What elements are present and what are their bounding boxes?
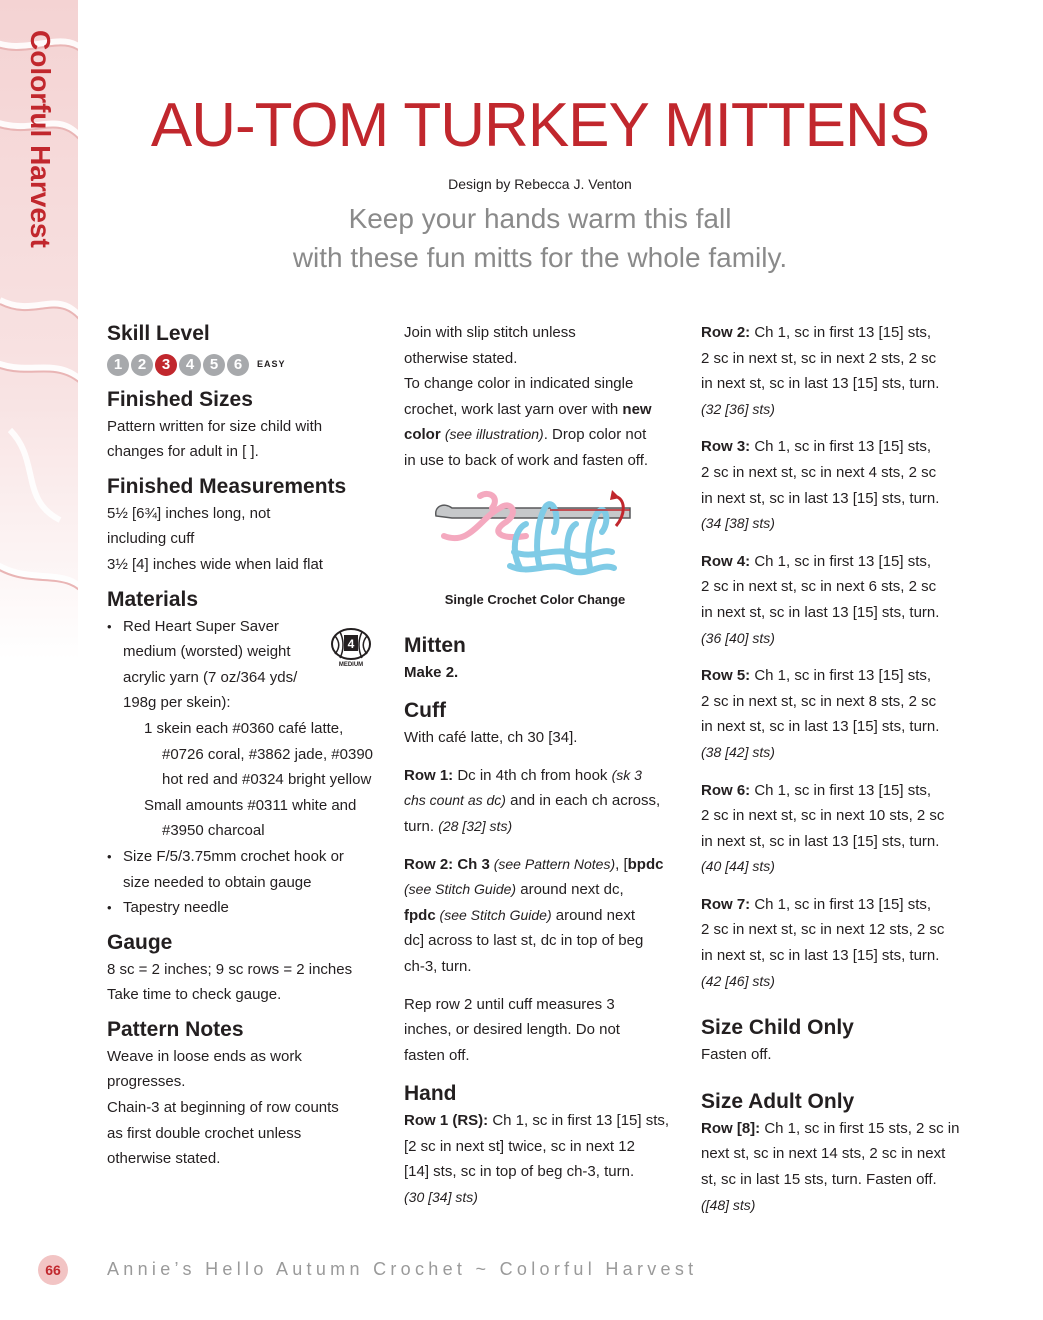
text-line: #3950 charcoal (162, 822, 265, 840)
subtitle-line: with these fun mitts for the whole family. (292, 242, 788, 273)
skill-dot: 5 (203, 354, 225, 376)
subtitle-line: Keep your hands warm this fall (348, 203, 732, 234)
text-line: Chain-3 at beginning of row counts (107, 1099, 339, 1117)
text-line: Take time to check gauge. (107, 986, 282, 1004)
skill-dot: 1 (107, 354, 129, 376)
cuff-row-2: Row 2: Ch 3 (see Pattern Notes), [bpdc (see Stitch Guide) around next dc, fpdc (see Stitch Guide) around next dc] across to last st, dc in top of beg ch-3, turn. (404, 855, 664, 975)
text-line: • Tapestry needle (123, 899, 229, 917)
text-line: 198g per skein): (123, 694, 231, 712)
text-line: hot red and #0324 bright yellow (162, 771, 372, 789)
repeat-instruction: Rep row 2 until cuff measures 3 inches, or desired length. Do not fasten off. (404, 995, 620, 1064)
hand-row-7: Row 7: Ch 1, sc in first 13 [15] sts, 2 sc in next st, sc in next 12 sts, 2 sc in next st, sc in last 13 [15] sts, turn. (42 [46] sts) (701, 895, 945, 989)
yarn-weight-number: 4 (347, 637, 355, 651)
skill-label: EASY (257, 359, 286, 369)
yarn-weight-icon (330, 628, 372, 668)
column-1 (107, 320, 377, 1172)
list-item (107, 895, 377, 921)
text-line: otherwise stated. (107, 1150, 221, 1168)
text-line: Pattern written for size child with (107, 417, 323, 435)
text-line: size needed to obtain gauge (123, 873, 312, 891)
page-footer (0, 1255, 1043, 1285)
designer-byline: Design by Rebecca J. Venton (448, 176, 632, 192)
text-line: as first double crochet unless (107, 1124, 302, 1142)
text-line: Join with slip stitch unless (404, 324, 576, 341)
text-line: 8 sc = 2 inches; 9 sc rows = 2 inches (107, 960, 353, 978)
hand-row-6: Row 6: Ch 1, sc in first 13 [15] sts, 2 sc in next st, sc in next 10 sts, 2 sc in next st, sc in last 13 [15] sts, turn. (40 [44] sts) (701, 781, 945, 875)
make-count: Make 2. (404, 663, 459, 681)
list-item (107, 844, 377, 895)
text-line: color (see illustration). Drop color not (404, 426, 647, 444)
hand-row-5: Row 5: Ch 1, sc in first 13 [15] sts, 2 sc in next st, sc in next 8 sts, 2 sc in next st, sc in last 13 [15] sts, turn. (38 [42] sts) (701, 667, 940, 760)
footer-text: Annie’s Hello Autumn Crochet ~ Colorful Harvest (107, 1259, 698, 1279)
text-line: progresses. (107, 1073, 186, 1091)
text-line: • Size F/5/3.75mm crochet hook or (123, 847, 344, 865)
text-line: 3½ [4] inches wide when laid flat (107, 555, 323, 573)
text-line: otherwise stated. (404, 349, 518, 367)
size-adult-heading: Size Adult Only (701, 1089, 855, 1113)
skill-level-indicator (107, 352, 377, 378)
page-subtitle (120, 199, 960, 277)
text-line: acrylic yarn (7 oz/364 yds/ (123, 668, 298, 686)
skill-dot: 4 (179, 354, 201, 376)
pattern-notes-heading: Pattern Notes (107, 1017, 244, 1041)
hand-row-2: Row 2: Ch 1, sc in first 13 [15] sts, 2 sc in next st, sc in next 2 sts, 2 sc in next st, sc in last 13 [15] sts, turn. (32 [36] sts) (701, 324, 940, 417)
yarn-weight-label: MEDIUM (338, 662, 364, 668)
text-line: Fasten off. (701, 1046, 772, 1064)
column-3 (701, 320, 971, 1218)
text-line: crochet, work last yarn over with new (404, 400, 652, 418)
materials-heading: Materials (107, 587, 199, 611)
text-line: 5½ [6¾] inches long, not (107, 504, 271, 522)
text-line: Small amounts #0311 white and (144, 796, 357, 814)
color-change-illustration (430, 488, 650, 578)
text-line: Weave in loose ends as work (107, 1047, 302, 1065)
gauge-heading: Gauge (107, 930, 173, 954)
skill-dot: 2 (131, 354, 153, 376)
finished-sizes-heading: Finished Sizes (107, 387, 253, 411)
side-section-title: Colorful Harvest (25, 30, 56, 248)
skill-level-heading: Skill Level (107, 322, 210, 345)
page-number: 66 (38, 1255, 68, 1285)
hand-row-3: Row 3: Ch 1, sc in first 13 [15] sts, 2 sc in next st, sc in next 4 sts, 2 sc in next st, sc in last 13 [15] sts, turn. (34 [38] sts) (701, 438, 940, 532)
hand-heading: Hand (404, 1082, 457, 1106)
cuff-row-1: Row 1: Dc in 4th ch from hook (sk 3 chs count as dc) and in each ch across, turn. (28 [32] sts) (404, 766, 661, 835)
skill-dot: 6 (227, 354, 249, 376)
hand-row-4: Row 4: Ch 1, sc in first 13 [15] sts, 2 sc in next st, sc in next 6 sts, 2 sc in next st, sc in last 13 [15] sts, turn. (36 [40] sts) (701, 552, 940, 646)
text-line: To change color in indicated single (404, 375, 634, 393)
text-line: including cuff (107, 530, 195, 548)
adult-row-8: Row [8]: Ch 1, sc in first 15 sts, 2 sc in next st, sc in next 14 sts, 2 sc in next st, sc in last 15 sts, turn. Fasten off. ([48] sts) (701, 1119, 960, 1213)
finished-measurements-heading: Finished Measurements (107, 474, 347, 498)
text-line: With café latte, ch 30 [34]. (404, 729, 578, 747)
page-title: AU-TOM TURKEY MITTENS (150, 91, 930, 160)
column-2 (404, 320, 679, 1211)
text-line: 1 skein each #0360 café latte, (144, 719, 344, 737)
skill-dot-active: 3 (155, 354, 177, 376)
size-child-heading: Size Child Only (701, 1016, 854, 1040)
hand-row-1: Row 1 (RS): Ch 1, sc in first 13 [15] sts, [2 sc in next st] twice, sc in next 12 [14] sts, sc in top of beg ch-3, turn. (30 [34] sts) (404, 1112, 670, 1206)
text-line: medium (worsted) weight (123, 643, 291, 661)
cuff-heading: Cuff (404, 699, 446, 723)
illustration-caption: Single Crochet Color Change (444, 592, 626, 607)
text-line: in use to back of work and fasten off. (404, 451, 649, 469)
text-line: changes for adult in [ ]. (107, 443, 259, 461)
mitten-heading: Mitten (404, 633, 466, 657)
text-line: • Red Heart Super Saver (123, 617, 279, 635)
text-line: #0726 coral, #3862 jade, #0390 (162, 745, 374, 763)
